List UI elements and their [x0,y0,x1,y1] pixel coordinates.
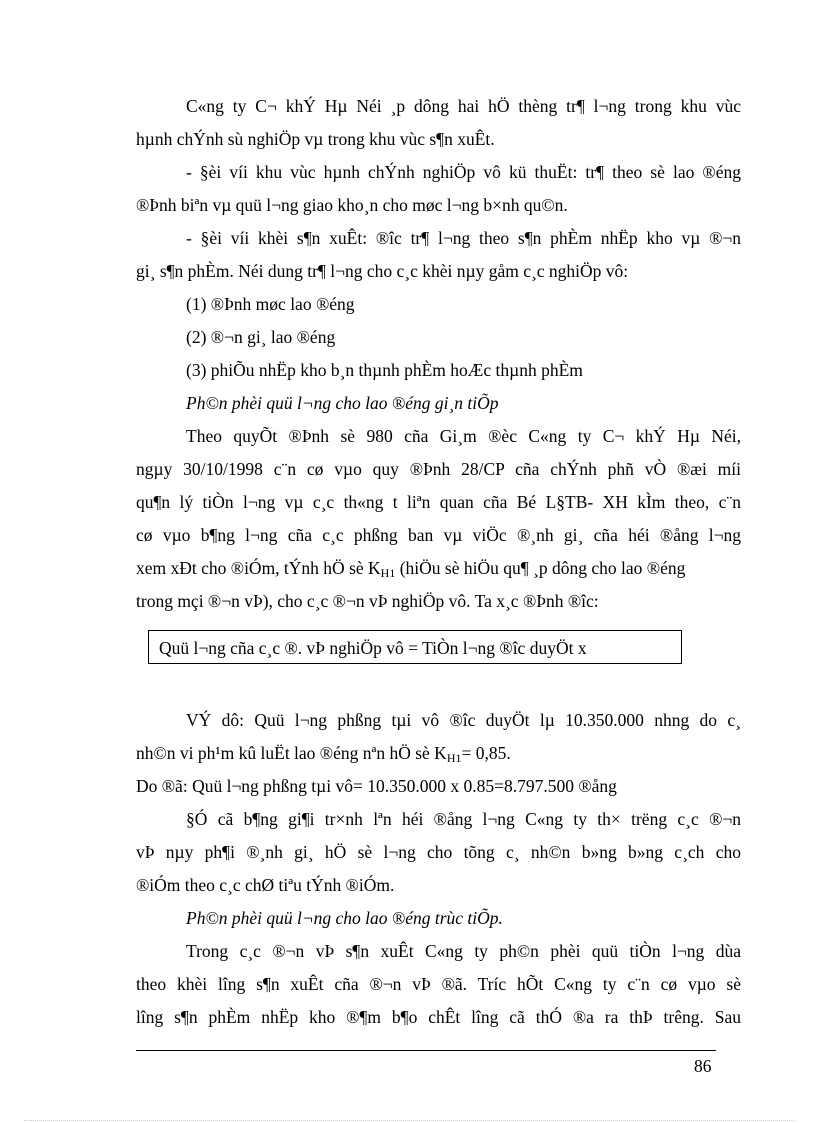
paragraph-line: vÞ nµy ph¶i ®¸nh gi¸ hÖ sè l¬ng cho tõng c¸ nh©n b»ng b»ng c¸ch cho [136,842,741,862]
list-item: (3) phiÕu nhËp kho b¸n thµnh phÈm hoÆc thµnh phÈm [186,360,583,380]
list-item: (2) ®¬n gi¸ lao ®éng [186,327,336,347]
footer-divider [136,1050,716,1051]
paragraph-line: lîng s¶n phÈm nhËp kho ®¶m b¶o chÊt lîng cã thÓ ®a ra thÞ trêng. Sau [136,1007,741,1027]
paragraph-line: ngµy 30/10/1998 c¨n cø vµo quy ®Þnh 28/CP cña chÝnh phñ vÒ ®æi míi [136,459,741,479]
paragraph-line: - §èi víi khèi s¶n xuÊt: ®îc tr¶ l¬ng theo s¶n phÈm nhËp kho vµ ®¬n [186,228,741,248]
list-item: (1) ®Þnh møc lao ®éng [186,294,355,314]
paragraph-line: C«ng ty C¬ khÝ Hµ Néi ¸p dông hai hÖ thèng tr¶ l¬ng trong khu vùc [186,96,741,116]
paragraph-line: ®Þnh biªn vµ quü l¬ng giao kho¸n cho møc l¬ng b×nh qu©n. [136,195,568,215]
subscript: H1 [380,566,396,580]
paragraph-line [136,557,685,579]
text-run: nh©n vi ph¹m kû luËt lao ®éng nªn hÖ sè K [136,743,447,763]
page-number: 86 [694,1056,712,1076]
section-heading: Ph©n phèi quü l¬ng cho lao ®éng trùc tiÕp. [186,908,503,928]
paragraph-line: theo khèi lîng s¶n xuÊt cña ®¬n vÞ ®ã. Tríc hÕt C«ng ty c¨n cø vµo sè [136,974,741,994]
subscript: H1 [446,751,462,765]
paragraph-line: Do ®ã: Quü l¬ng phßng tµi vô= 10.350.000 x 0.85=8.797.500 ®ång [136,776,617,796]
section-heading: Ph©n phèi quü l¬ng cho lao ®éng gi¸n tiÕp [186,393,499,413]
paragraph-line: Trong c¸c ®¬n vÞ s¶n xuÊt C«ng ty ph©n phèi quü tiÒn l¬ng dùa [186,941,741,961]
paragraph-line: qu¶n lý tiÒn l¬ng vµ c¸c th«ng t liªn quan cña Bé L§TB- XH kÌm theo, c¨n [136,492,741,512]
paragraph-line: VÝ dô: Quü l¬ng phßng tµi vô ®îc duyÖt lµ 10.350.000 nhng do c¸ [186,710,741,730]
text-run: (hiÖu sè hiÖu qu¶ ¸p dông cho lao ®éng [395,558,686,578]
paragraph-line: gi¸ s¶n phÈm. Néi dung tr¶ l¬ng cho c¸c khèi nµy gåm c¸c nghiÖp vô: [136,261,629,281]
paragraph-line: hµnh chÝnh sù nghiÖp vµ trong khu vùc s¶n xuÊt. [136,129,495,149]
paragraph-line: Theo quyÕt ®Þnh sè 980 cña Gi¸m ®èc C«ng ty C¬ khÝ Hµ Néi, [186,426,741,446]
paragraph-line: cø vµo b¶ng l¬ng cña c¸c phßng ban vµ viÖc ®¸nh gi¸ cña héi ®ång l¬ng [136,525,741,545]
text-run: = 0,85. [461,743,511,763]
paragraph-line: ®iÓm theo c¸c chØ tiªu tÝnh ®iÓm. [136,875,395,895]
formula-box [148,630,682,664]
paragraph-line: - §èi víi khu vùc hµnh chÝnh nghiÖp vô kü thuËt: tr¶ theo sè lao ®éng [186,162,741,182]
text-run: xem xÐt cho ®iÓm, tÝnh hÖ sè K [136,558,381,578]
page-edge [24,1120,794,1121]
paragraph-line: §Ó cã b¶ng gi¶i tr×nh lªn héi ®ång l¬ng C«ng ty th× trëng c¸c ®¬n [186,809,741,829]
formula-text: Quü l¬ng cña c¸c ®. vÞ nghiÖp vô = TiÒn l¬ng ®îc duyÖt x [159,638,587,658]
paragraph-line [136,742,511,764]
paragraph-line: trong mçi ®¬n vÞ), cho c¸c ®¬n vÞ nghiÖp vô. Ta x¸c ®Þnh ®îc: [136,591,599,611]
